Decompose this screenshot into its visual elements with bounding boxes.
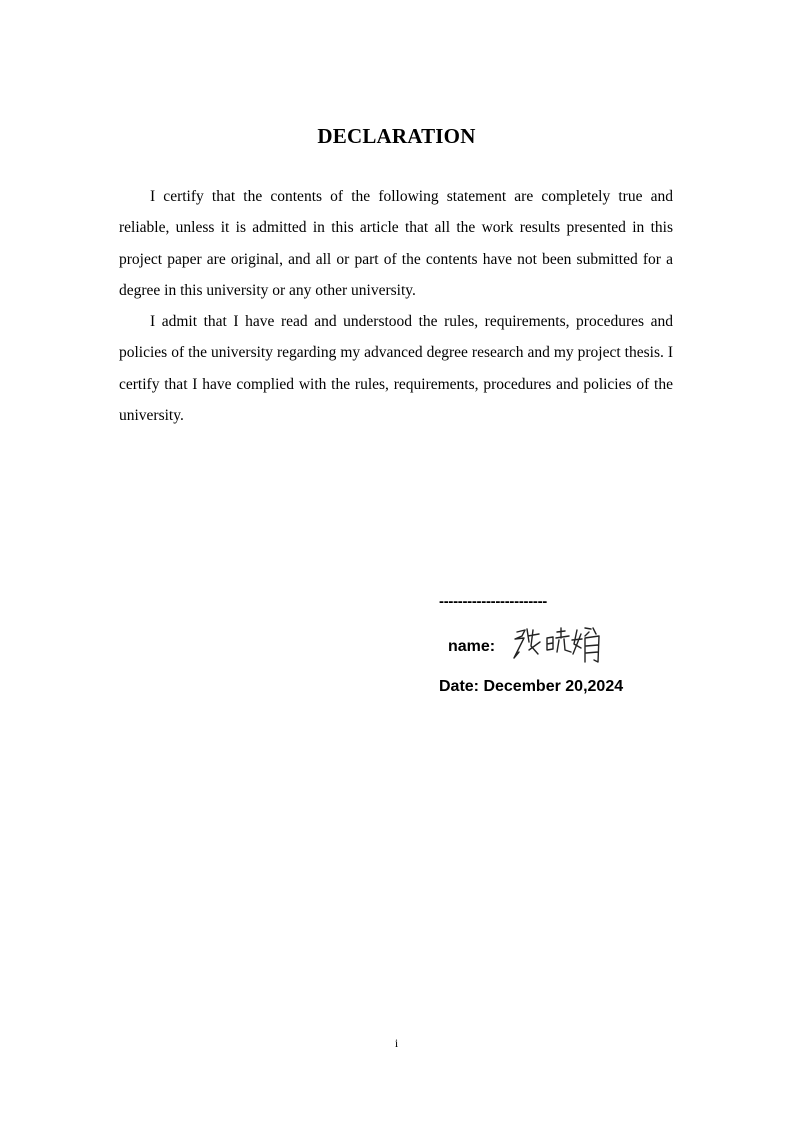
page-title: DECLARATION <box>317 124 476 148</box>
handwritten-signature <box>511 624 611 670</box>
signature-line: ----------------------- <box>439 593 547 610</box>
paragraph-certify: I certify that the contents of the following statement are completely true and reliable, unless it is admitted in this article that all the work results presented in this project paper are original, and all or part of the contents have not been submitted for a degree in this university or any other university. <box>119 188 673 299</box>
paragraph-admit: I admit that I have read and understood the rules, requirements, procedures and policies of the university regarding my advanced degree research and my project thesis. I certify that I have complied with the rules, requirements, procedures and policies of the university. <box>119 313 673 425</box>
page-number: i <box>394 1036 399 1050</box>
declaration-body <box>119 181 673 431</box>
name-row <box>448 624 611 670</box>
date-line: Date: December 20,2024 <box>439 678 624 695</box>
name-label: name: <box>448 638 496 655</box>
